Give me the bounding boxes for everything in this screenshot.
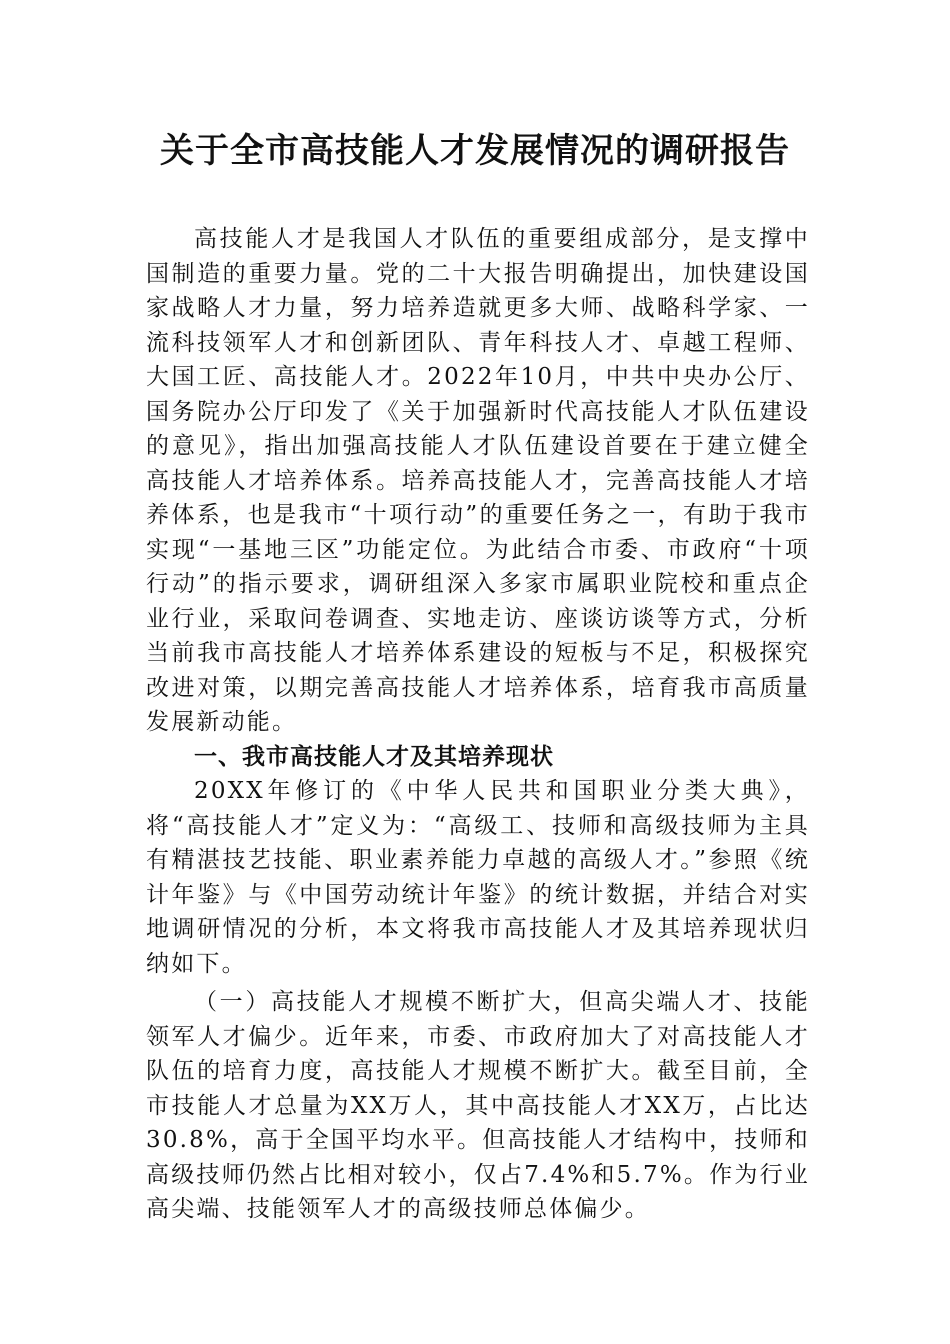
section-heading: 一、我市高技能人才及其培养现状 bbox=[194, 743, 554, 770]
intro-paragraph: 高技能人才是我国人才队伍的重要组成部分，是支撑中国制造的重要力量。党的二十大报告明确提出，加快建设国家战略人才力量，努力培养造就更多大师、战略科学家、一流科技领军人才和创新团队、青年科技人才、卓越工程师、大国工匠、高技能人才。2022年10月，中共中央办公厅、国务院办公厅印发了《关于加强新时代高技能人才队伍建设的意见》，指出加强高技能人才队伍建设首要在于建立健全高技能人才培养体系。培养高技能人才，完善高技能人才培养体系，也是我市“十项行动”的重要任务之一，有助于我市实现“一基地三区”功能定位。为此结合市委、市政府“十项行动”的指示要求，调研组深入多家市属职业院校和重点企业行业，采取问卷调查、实地走访、座谈访谈等方式，分析当前我市高技能人才培养体系建设的短板与不足，积极探究改进对策，以期完善高技能人才培养体系，培育我市高质量发展新动能。 bbox=[146, 226, 810, 735]
section-intro-paragraph: 20XX年修订的《中华人民共和国职业分类大典》，将“高技能人才”定义为：“高级工、技师和高级技师为主具有精湛技艺技能、职业素养能力卓越的高级人才。”参照《统计年鉴》与《中国劳动统计年鉴》的统计数据，并结合对实地调研情况的分析，本文将我市高技能人才及其培养现状归纳如下。 bbox=[146, 778, 810, 977]
subsection-body: 近年来，市委、市政府加大了对高技能人才队伍的培育力度，高技能人才规模不断扩大。截至目前，全市技能人才总量为XX万人，其中高技能人才XX万，占比达30.8%，高于全国平均水平。但高技能人才结构中，技师和高级技师仍然占比相对较小，仅占7.4%和5.7%。作为行业高尖端、技能领军人才的高级技师总体偏少。 bbox=[146, 1023, 810, 1222]
document-title: 关于全市高技能人才发展情况的调研报告 bbox=[160, 131, 790, 171]
subsection-heading: （一）高技能人才规模不断扩大，但高尖端人才、技能领军人才偏少。 bbox=[146, 989, 810, 1050]
subsection-paragraph bbox=[146, 985, 810, 1227]
document-body bbox=[146, 222, 810, 1227]
